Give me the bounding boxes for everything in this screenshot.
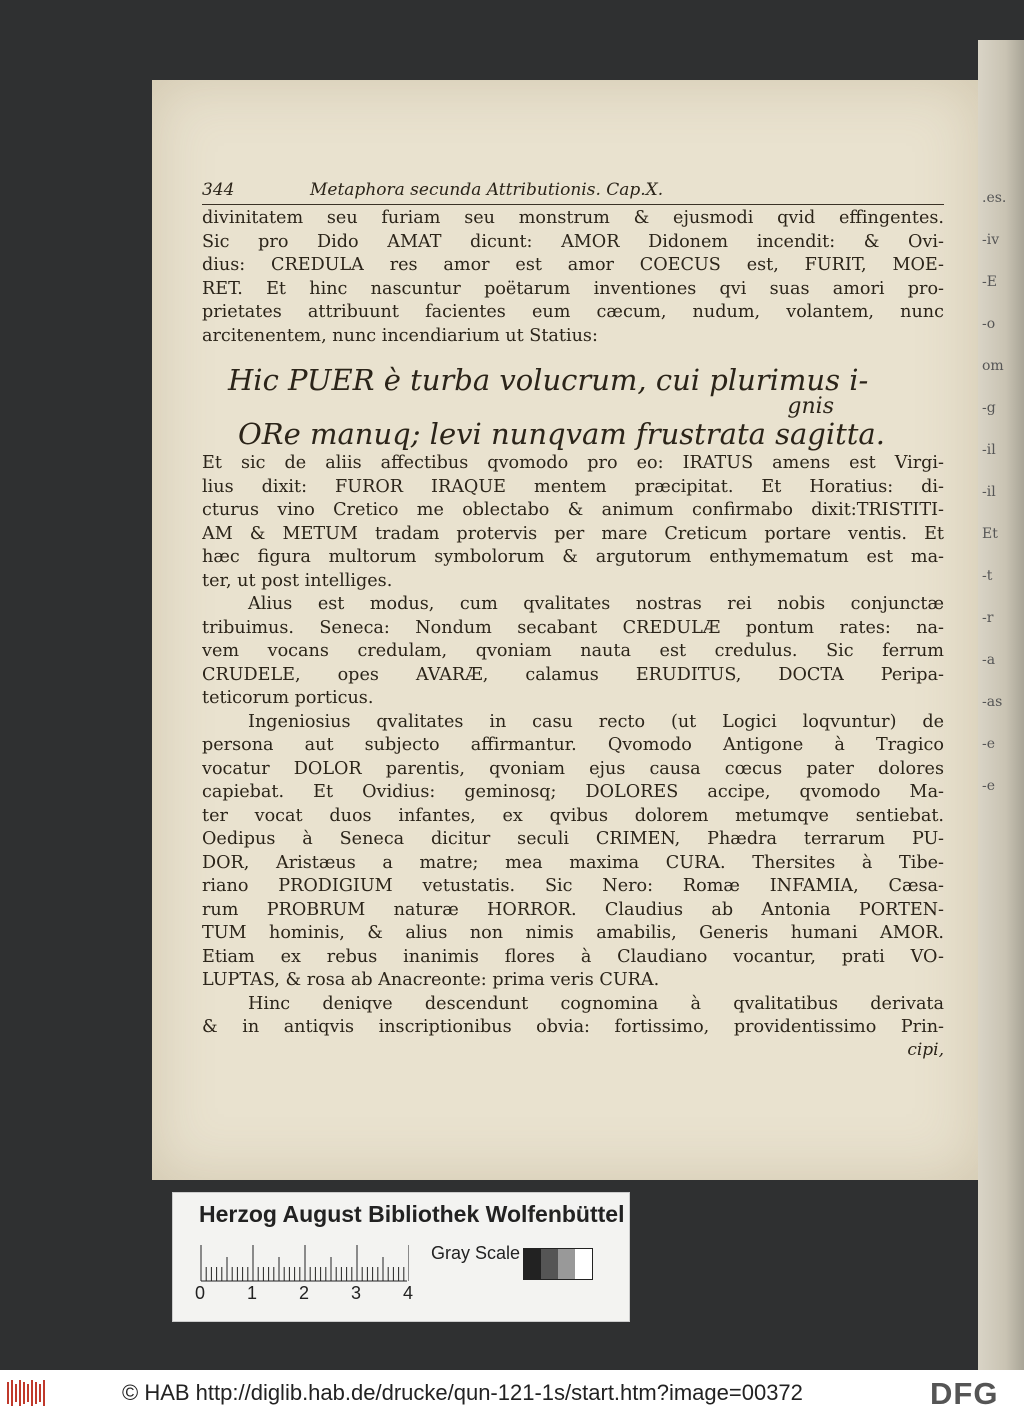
text-line: prietates attribuunt facientes eum cæcum, nudum, volantem, nunc [202,302,944,322]
footer-bar [0,1370,1024,1416]
text-line: LUPTAS, & rosa ab Anacreonte: prima veris CURA. [202,970,660,990]
text-line: Sic pro Dido AMAT dicunt: AMOR Didonem incendit: & Ovi- [202,231,944,252]
text-line: Hinc deniqve descendunt cognomina à qvalitatibus derivata [248,993,944,1014]
verse-line: Hic PUER è turba volucrum, cui plurimus i- [228,363,869,397]
gray-scale-swatch [523,1248,593,1280]
ruler-scale [199,1243,409,1283]
copyright-link[interactable]: © HAB http://diglib.hab.de/drucke/qun-121-1s/start.htm?image=00372 [122,1380,803,1405]
ruler-number: 2 [299,1283,310,1303]
adjacent-page-strip [978,40,1024,1370]
text-line: Oedipus à Seneca dicitur seculi CRIMEN, Phædra terrarum PU- [202,829,944,849]
text-line: & in antiqvis inscriptionibus obvia: fortissimo, providentissimo Prin- [202,1017,944,1037]
ruler-number: 0 [195,1283,206,1303]
library-label [172,1192,630,1322]
text-line: cturus vino Cretico me oblectabo & animum confirmabo dixit:TRISTITI- [202,500,944,520]
text-line: DOR, Aristæus a matre; mea maxima CURA. Thersites à Tibe- [202,852,944,873]
adjacent-page-fragment: -e [982,736,996,752]
adjacent-page-fragment: Et [982,526,998,542]
adjacent-page-fragment: -t [982,568,993,584]
page-number: 344 [202,180,235,200]
text-line: Etiam ex rebus inanimis flores à Claudiano vocantur, prati VO- [202,946,944,967]
text-line: teticorum porticus. [202,688,374,708]
text-line: arcitenentem, nunc incendiarium ut Statius: [202,325,598,346]
adjacent-page-fragment: -g [982,400,996,416]
text-line: capiebat. Et Ovidius: geminosq; DOLORES accipe, qvomodo Ma- [202,782,944,802]
text-line: hæc figura multorum symbolorum & argutorum enthymematum est ma- [202,547,944,567]
text-line: Alius est modus, cum qvalitates nostras rei nobis conjunctæ [248,594,944,614]
page-text [202,180,944,1060]
library-title: Herzog August Bibliothek Wolfenbüttel [199,1201,625,1227]
adjacent-page-fragment: -il [982,442,996,458]
text-line: rum PROBRUM naturæ HORROR. Claudius ab Antonia PORTEN- [202,899,944,920]
catchword: cipi, [907,1039,944,1060]
adjacent-page-fragment: -iv [982,232,1000,248]
ruler-number: 4 [403,1283,414,1303]
text-line: AM & METUM tradam protervis per mare Creticum portare ventis. Et [202,523,944,544]
text-line: ter, ut post intelliges. [202,570,393,591]
body-text [202,452,944,1040]
adjacent-page-fragment: -as [982,694,1003,710]
adjacent-page-fragment: -il [982,484,996,500]
verse-line: gnis [787,394,834,419]
text-line: lius dixit: FUROR IRAQUE mentem præcipitat. Et Horatius: di- [202,476,944,497]
adjacent-page-fragment: -a [982,652,996,668]
text-line: ter vocat duos infantes, ex qvibus dolorem metumqve sentiebat. [202,805,944,826]
gray-scale-label: Gray Scale [431,1243,521,1263]
text-line: Et sic de aliis affectibus qvomodo pro eo: IRATUS amens est Virgi- [202,453,944,473]
text-line: Ingeniosius qvalitates in casu recto (ut Logici loqvuntur) de [248,711,944,732]
text-line: dius: CREDULA res amor est amor COECUS est, FURIT, MOE- [202,255,944,275]
verse-line: ORe manuq; levi nunqvam frustrata sagitta. [238,417,885,451]
text-line: riano PRODIGIUM vetustatis. Sic Nero: Romæ INFAMIA, Cæsa- [202,876,944,896]
text-line: vocatur DOLOR parentis, qvoniam ejus causa cœcus pater dolores [202,758,944,779]
ruler-number: 3 [351,1283,362,1303]
text-line: divinitatem seu furiam seu monstrum & ejusmodi qvid effingentes. [202,208,944,228]
adjacent-page-fragment: -o [982,316,996,332]
running-head: Metaphora secunda Attributionis. Cap.X. [310,180,664,200]
text-line: tribuimus. Seneca: Nondum secabant CREDULÆ pontum rates: na- [202,617,944,638]
running-header [202,180,944,205]
adjacent-page-fragment: -E [982,274,997,290]
adjacent-page-fragment: -r [982,610,994,626]
text-line: RET. Et hinc nascuntur poëtarum inventiones qvi suas amori pro- [202,278,944,299]
ruler-numbers [195,1283,455,1304]
ruler-number: 1 [247,1283,258,1303]
text-line: CRUDELE, opes AVARÆ, calamus ERUDITUS, DOCTA Peripa- [202,664,944,685]
hab-logo-icon [6,1378,46,1408]
text-line: TUM hominis, & alius non nimis amabilis, Generis humani AMOR. [202,923,944,943]
adjacent-page-fragment: om [982,358,1004,374]
dfg-logo: DFG [930,1376,999,1411]
adjacent-page-fragment: -e [982,778,996,794]
adjacent-page-fragment: .es. [982,190,1007,206]
text-line: persona aut subjecto affirmantur. Qvomodo Antigone à Tragico [202,735,944,755]
text-line: vem vocans credulam, qvoniam nauta est credulus. Sic ferrum [202,641,944,661]
